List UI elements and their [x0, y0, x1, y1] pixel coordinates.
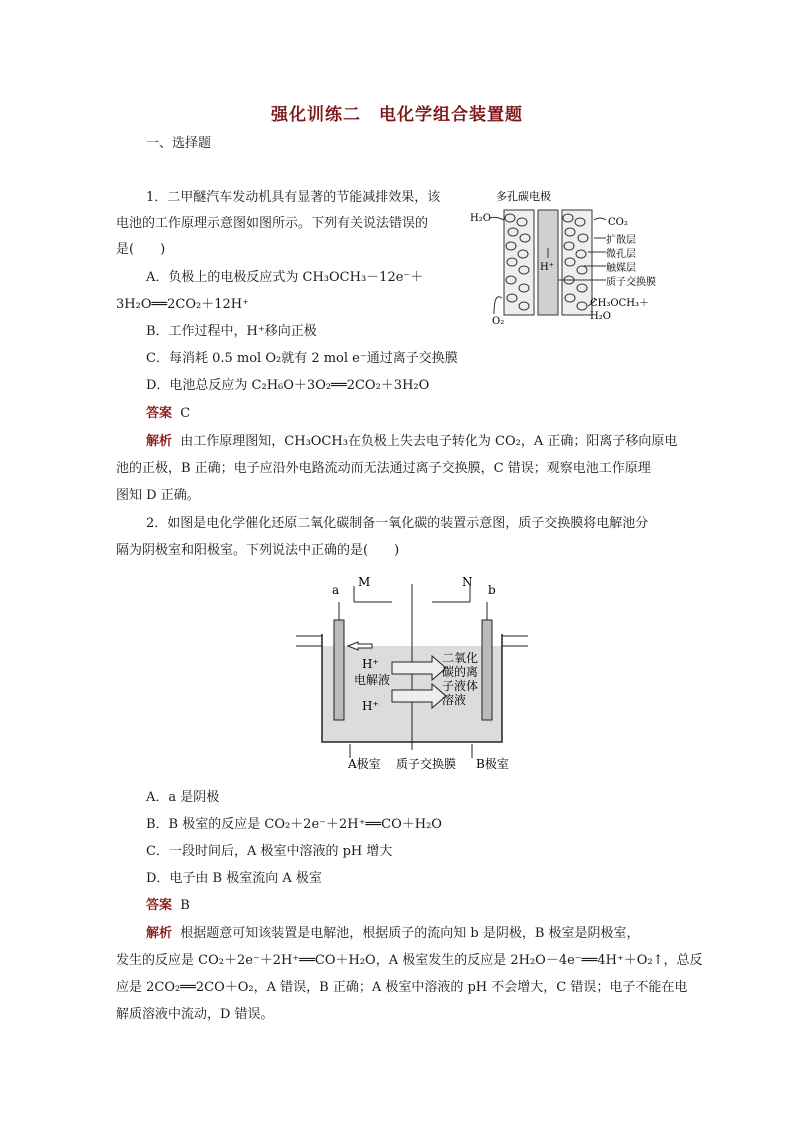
answer-value: B — [180, 898, 190, 913]
fig1-layer-label: 质子交换膜 — [606, 277, 656, 288]
q2-option-a: A．a 是阴极 — [146, 790, 220, 805]
q1-option-a-cont: 3H₂O══2CO₂＋12H⁺ — [116, 297, 249, 312]
q1-option-a: A．负极上的电极反应式为 CH₃OCH₃－12e⁻＋ — [146, 270, 424, 285]
q2-analysis-line: 发生的反应是 CO₂＋2e⁻＋2H⁺══CO＋H₂O，A 极室发生的反应是 2H₂O－4e⁻══4H⁺＋O₂↑，总反 — [116, 953, 703, 968]
analysis-text: 根据题意可知该装置是电解池，根据质子的流向知 b 是阴极，B 极室是阴极室， — [180, 926, 640, 941]
q1-stem-line: 是( ) — [116, 242, 166, 257]
analysis-label: 解析 — [146, 926, 173, 941]
analysis-text: 由工作原理图知，CH₃OCH₃在负极上失去电子转化为 CO₂，A 正确；阳离子移向原电 — [180, 434, 678, 449]
q2-analysis-line — [146, 926, 640, 942]
fig1-hplus: H⁺ — [540, 262, 554, 273]
right-text: 溶液 — [442, 693, 467, 707]
label-n: N — [462, 575, 473, 589]
label-b-room: B极室 — [476, 757, 509, 771]
q2-option-b: B．B 极室的反应是 CO₂＋2e⁻＋2H⁺══CO＋H₂O — [146, 817, 442, 832]
q1-analysis-line — [146, 434, 677, 450]
answer-label: 答案 — [146, 406, 173, 421]
q2-option-d: D．电子由 B 极室流向 A 极室 — [146, 871, 322, 886]
q2-stem-line: 隔为阴极室和阳极室。下列说法中正确的是( ) — [116, 543, 400, 558]
hplus-1: H⁺ — [362, 657, 379, 671]
q1-stem-line: 1．二甲醚汽车发动机具有显著的节能减排效果，该 — [146, 190, 441, 205]
q1-analysis-line: 池的正极，B 正确；电子应沿外电路流动而无法通过离子交换膜，C 错误；观察电池工作原理 — [116, 461, 651, 476]
label-b: b — [488, 583, 496, 597]
right-text: 二氧化 — [442, 651, 479, 665]
q2-stem-line: 2．如图是电化学催化还原二氧化碳制备一氧化碳的装置示意图，质子交换膜将电解池分 — [146, 516, 649, 531]
q2-analysis-line: 解质溶液中流动，D 错误。 — [116, 1007, 274, 1022]
page-title: 强化训练二 电化学组合装置题 — [271, 105, 523, 125]
left-porous-electrode — [504, 210, 534, 315]
q2-analysis-line: 应是 2CO₂══2CO＋O₂，A 错误，B 正确；A 极室中溶液的 pH 不会增大，C 错误；电子不能在电 — [116, 980, 688, 995]
label-membrane: 质子交换膜 — [396, 757, 457, 771]
fuel-cell-figure — [466, 188, 696, 328]
right-porous-electrode — [562, 210, 592, 315]
fig1-o2: O₂ — [492, 316, 505, 327]
fig1-h2o-top: H₂O — [470, 213, 491, 224]
right-text: 碳的离 — [442, 665, 479, 679]
o2-arrow — [494, 297, 502, 314]
q1-option-b: B．工作过程中，H⁺移向正极 — [146, 324, 317, 339]
electrolysis-cell-figure — [292, 572, 532, 772]
fig1-fuel: CH₃OCH₃＋ — [590, 298, 649, 309]
label-a-room: A极室 — [348, 757, 381, 771]
fig1-layer-label: 触媒层 — [606, 263, 636, 274]
h2o-arrow — [490, 217, 504, 220]
electrolyte-label: 电解液 — [354, 673, 391, 687]
electrode-b — [482, 620, 492, 720]
q2-answer — [146, 898, 190, 914]
fig1-fuel-water: H₂O — [590, 311, 611, 322]
analysis-label: 解析 — [146, 434, 173, 449]
label-a: a — [332, 583, 340, 597]
electrode-a — [334, 620, 344, 720]
q1-stem-line: 电池的工作原理示意图如图所示。下列有关说法错误的 — [116, 216, 429, 231]
co2-arrow — [594, 218, 606, 220]
fig1-co2: CO₂ — [608, 217, 628, 228]
answer-value: C — [180, 406, 191, 421]
label-m: M — [358, 575, 371, 589]
fig1-layer-label: 扩散层 — [606, 235, 636, 246]
hplus-2: H⁺ — [362, 699, 379, 713]
q1-option-d: D．电池总反应为 C₂H₆O＋3O₂══2CO₂＋3H₂O — [146, 378, 430, 393]
section-heading: 一、选择题 — [146, 136, 212, 151]
q1-analysis-line: 图知 D 正确。 — [116, 488, 200, 503]
q2-option-c: C．一段时间后，A 极室中溶液的 pH 增大 — [146, 844, 393, 859]
fig1-top-label: 多孔碳电极 — [496, 190, 551, 203]
q1-option-c: C．每消耗 0.5 mol O₂就有 2 mol e⁻通过离子交换膜 — [146, 351, 458, 366]
right-text: 子液体 — [442, 679, 479, 693]
q1-answer — [146, 406, 190, 422]
answer-label: 答案 — [146, 898, 173, 913]
fig1-layer-label: 微孔层 — [606, 249, 636, 260]
